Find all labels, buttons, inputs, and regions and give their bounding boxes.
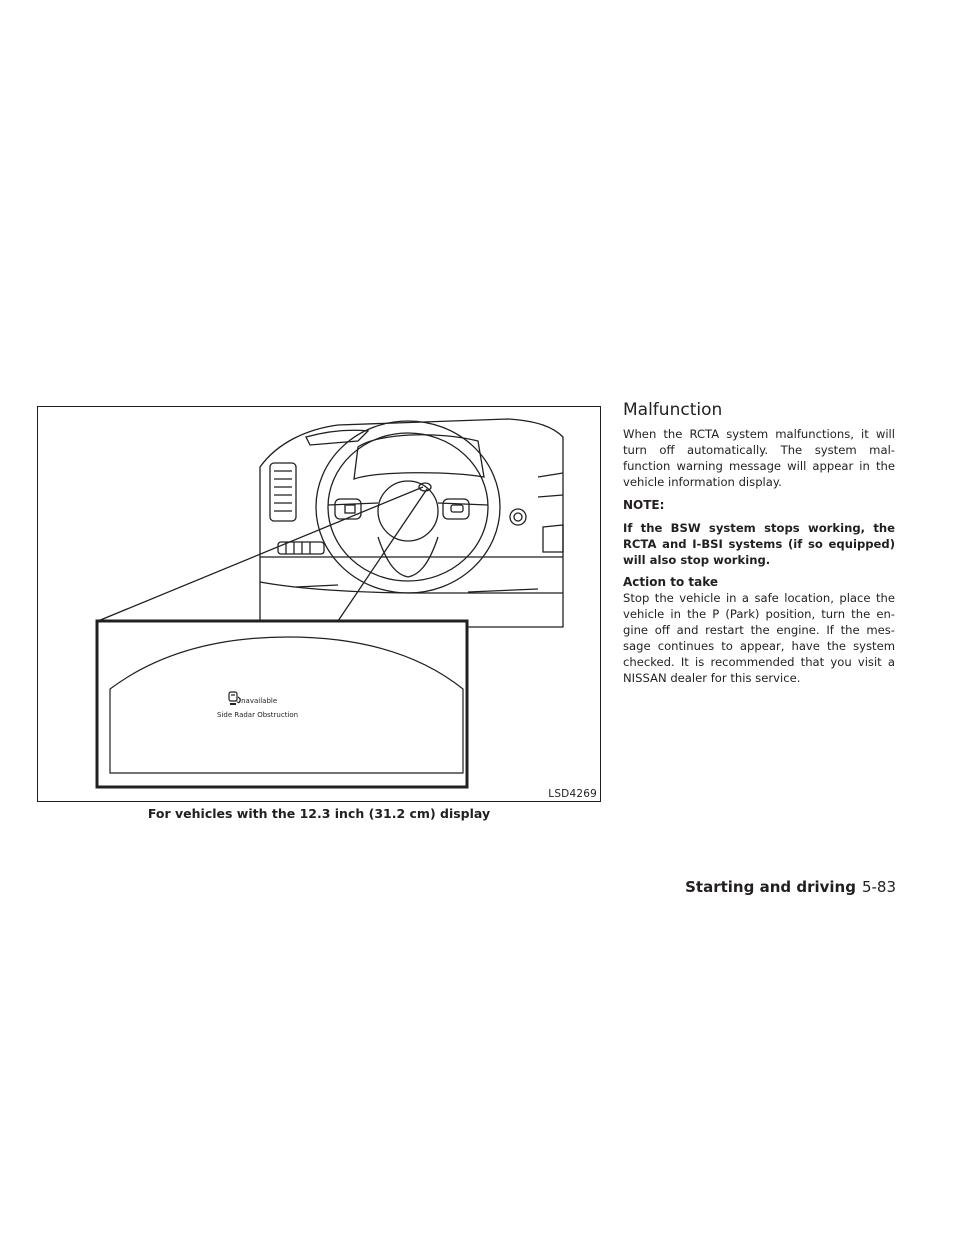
- display-callout-box: [97, 621, 467, 787]
- section-heading: Malfunction: [623, 400, 723, 420]
- dashboard-outline: [260, 419, 563, 627]
- instrument-cluster: [354, 435, 484, 479]
- text-column: [623, 400, 895, 694]
- intro-paragraph: When the RCTA system malfunctions, it will turn off automatically. The system mal-function warning message will appear in the vehicle information display.: [623, 427, 895, 489]
- action-paragraph: Stop the vehicle in a safe location, place the vehicle in the P (Park) position, turn the en-gine off and restart the engine. If the mes-sage continues to appear, have the system checked. It is recommended that you visit a NISSAN dealer for this service.: [623, 591, 895, 685]
- note-label: NOTE:: [623, 498, 665, 512]
- dashboard-illustration: [38, 407, 602, 803]
- figure-caption: For vehicles with the 12.3 inch (31.2 cm) display: [147, 806, 491, 821]
- steering-wheel: [316, 421, 500, 593]
- air-vent: [270, 463, 296, 521]
- page-footer: [685, 878, 896, 896]
- note-text: If the BSW system stops working, the RCTA and I-BSI systems (if so equipped) will also stop working.: [623, 521, 895, 567]
- display-message-title: Unavailable: [236, 697, 278, 705]
- action-heading: Action to take: [623, 575, 719, 589]
- figure-code: LSD4269: [548, 788, 597, 800]
- figure-illustration: [37, 406, 601, 802]
- display-message-detail: Side Radar Obstruction: [217, 711, 299, 719]
- footer-section-title: Starting and driving: [685, 878, 856, 896]
- page-number: 5-83: [861, 878, 896, 896]
